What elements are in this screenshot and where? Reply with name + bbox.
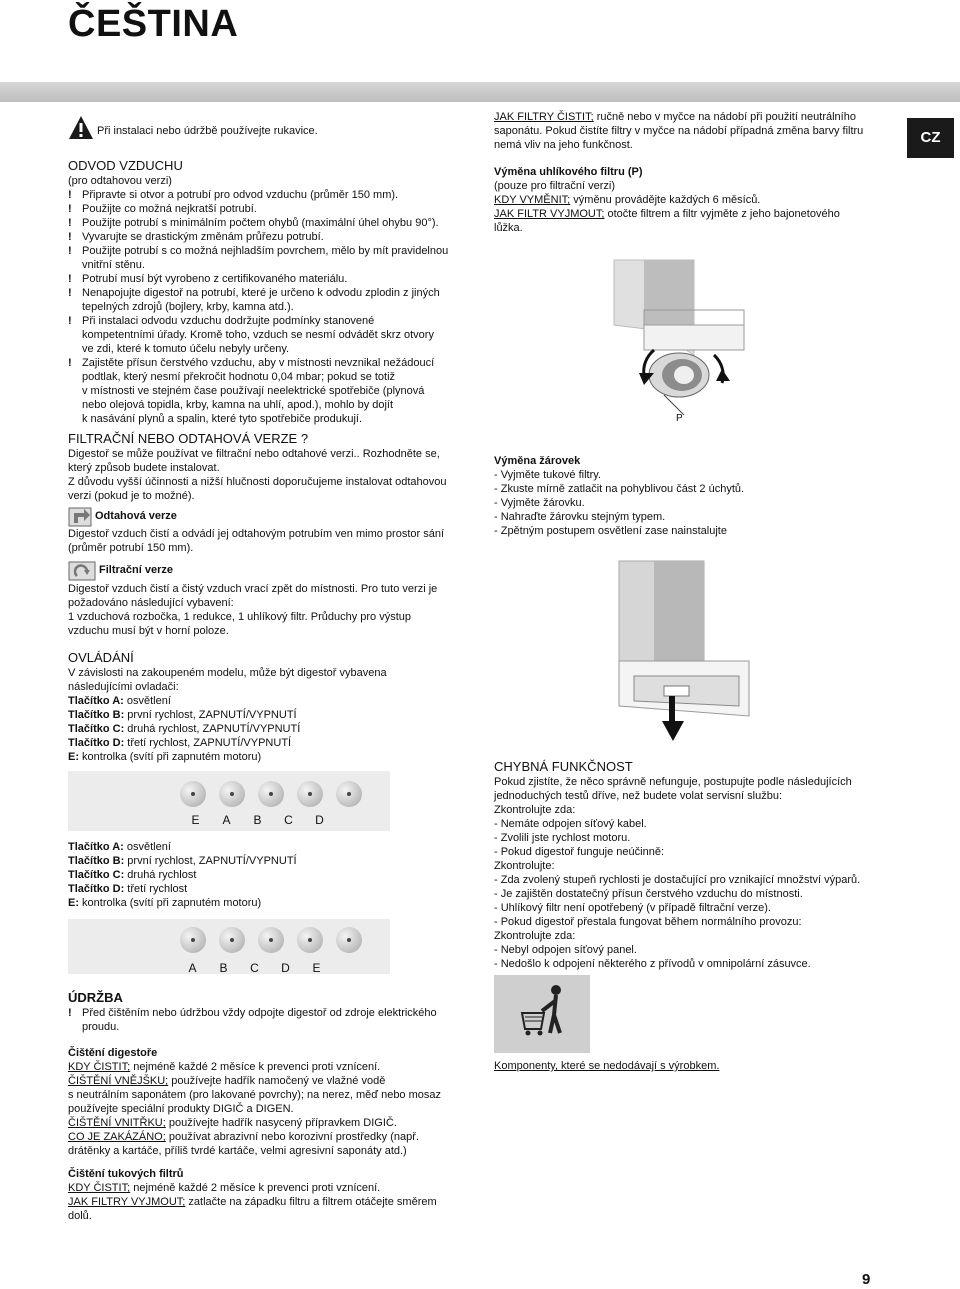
controls-list-1 bbox=[68, 694, 478, 764]
button-letter: E bbox=[191, 813, 200, 827]
exclamation-icon: ! bbox=[68, 245, 72, 257]
warning-icon bbox=[68, 115, 94, 145]
control-desc: kontrolka (svítí při zapnutém motoru) bbox=[79, 751, 262, 763]
exhaust-item-text: vnitřní stěnu. bbox=[82, 259, 145, 271]
text-line: - Pokud digestoř funguje neúčinně: bbox=[494, 846, 665, 858]
text-line bbox=[494, 221, 840, 235]
text-line: - Vyjměte žárovku. bbox=[494, 497, 585, 509]
text-line bbox=[68, 1195, 488, 1209]
button-letter: D bbox=[281, 961, 290, 975]
text-line: - Zvolili jste rychlost motoru. bbox=[494, 832, 631, 844]
line-text: dolů. bbox=[68, 1210, 92, 1222]
button-letter: D bbox=[315, 813, 324, 827]
grease-filter-text bbox=[68, 1181, 488, 1223]
text-line: - Je zajištěn dostatečný přísun čerstvého vzduchu do místnosti. bbox=[494, 888, 803, 900]
exhaust-item bbox=[68, 202, 468, 216]
control-button bbox=[297, 927, 323, 953]
text-line: - Zkuste mírně zatlačit na pohyblivou část 2 úchytů. bbox=[494, 483, 745, 495]
text-line: který způsob budete instalovat. bbox=[68, 462, 220, 474]
control-desc: třetí rychlost bbox=[124, 883, 188, 895]
text-line bbox=[68, 1074, 488, 1088]
control-desc: osvětlení bbox=[123, 841, 171, 853]
control-desc: první rychlost, ZAPNUTÍ/VYPNUTÍ bbox=[124, 709, 297, 721]
exhaust-list bbox=[68, 188, 468, 426]
controls-heading: OVLÁDÁNÍ bbox=[68, 650, 134, 665]
control-line bbox=[68, 750, 478, 764]
maintenance-section bbox=[68, 990, 478, 1034]
filter-version-text bbox=[68, 582, 437, 638]
controls-list-2 bbox=[68, 840, 297, 910]
bulb-replacement-diagram bbox=[494, 556, 764, 746]
button-letter: B bbox=[253, 813, 262, 827]
line-text: používejte speciální produkty DIGIČ a DIGEN. bbox=[68, 1103, 294, 1115]
exclamation-icon: ! bbox=[68, 357, 72, 369]
text-line bbox=[494, 110, 863, 124]
bulbs-section bbox=[494, 454, 744, 538]
gloves-note: Při instalaci nebo údržbě používejte rukavice. bbox=[97, 125, 318, 137]
control-button bbox=[219, 927, 245, 953]
warning-text: proudu. bbox=[82, 1021, 120, 1033]
language-tab: CZ bbox=[907, 118, 954, 158]
carbon-filter-title: Výměna uhlíkového filtru (P) bbox=[494, 166, 643, 178]
version-heading: FILTRAČNÍ NEBO ODTAHOVÁ VERZE ? bbox=[68, 431, 309, 446]
control-desc: druhá rychlost, ZAPNUTÍ/VYPNUTÍ bbox=[124, 723, 301, 735]
text-line: Digestoř se může používat ve filtrační nebo odtahové verzi.. Rozhodněte se, bbox=[68, 448, 440, 460]
panel-1-letters bbox=[180, 813, 335, 827]
line-text: používejte hadřík namočený ve vlažné vodě bbox=[168, 1075, 386, 1087]
underlined-term: JAK FILTRY VYJMOUT; bbox=[68, 1196, 186, 1208]
text-line: - Zda zvolený stupeň rychlosti je dostačující pro vznikající množství výparů. bbox=[494, 874, 861, 886]
grease-filter-section bbox=[68, 1167, 488, 1223]
control-line bbox=[68, 708, 478, 722]
header-band bbox=[0, 82, 960, 102]
text-line bbox=[68, 1130, 488, 1144]
underlined-term: JAK FILTR VYJMOUT; bbox=[494, 208, 605, 220]
exhaust-item-text: Použijte potrubí s co možná nejhladším povrchem, mělo by mít pravidelnou bbox=[82, 245, 449, 257]
line-text: nemá vliv na jeho funkčnost. bbox=[494, 139, 633, 151]
underlined-term: KDY VYMĚNIT; bbox=[494, 194, 571, 206]
diagram-label-p: P bbox=[676, 413, 683, 424]
line-text: používat abrazivní nebo korozivní prostředky (např. bbox=[165, 1131, 419, 1143]
text-line: V závislosti na zakoupeném modelu, může být digestoř vybavena bbox=[68, 667, 387, 679]
text-line: - Nebyl odpojen síťový panel. bbox=[494, 944, 637, 956]
exhaust-item bbox=[68, 314, 468, 328]
control-button bbox=[219, 781, 245, 807]
exhaust-item bbox=[68, 230, 468, 244]
control-line bbox=[68, 694, 478, 708]
bulbs-steps bbox=[494, 468, 744, 538]
warning-text: Před čištěním nebo údržbou vždy odpojte digestoř od zdroje elektrického bbox=[82, 1007, 437, 1019]
fault-heading: CHYBNÁ FUNKČNOST bbox=[494, 759, 633, 774]
exhaust-item bbox=[68, 258, 468, 272]
text-line: - Nahraďte žárovku stejným typem. bbox=[494, 511, 666, 523]
exhaust-version-text bbox=[68, 527, 444, 555]
text-line bbox=[68, 1144, 488, 1158]
control-key: E: bbox=[68, 897, 79, 909]
text-line bbox=[68, 1088, 488, 1102]
exhaust-heading: ODVOD VZDUCHU bbox=[68, 158, 183, 173]
line-text: s neutrálním saponátem (pro lakované povrchy); na nerez, měď nebo mosaz bbox=[68, 1089, 442, 1101]
underlined-term: CO JE ZAKÁZÁNO; bbox=[68, 1131, 166, 1143]
button-letter: B bbox=[219, 961, 228, 975]
text-line: verzi (pokud je to možné). bbox=[68, 490, 195, 502]
maintenance-heading: ÚDRŽBA bbox=[68, 990, 123, 1005]
text-line bbox=[494, 124, 863, 138]
line-text: nejméně každé 2 měsíce k prevenci proti vznícení. bbox=[130, 1182, 381, 1194]
warning-line bbox=[68, 1006, 478, 1020]
exclamation-icon: ! bbox=[68, 203, 72, 215]
control-line bbox=[68, 854, 297, 868]
button-letter: C bbox=[284, 813, 293, 827]
components-note: Komponenty, které se nedodávají s výrobkem. bbox=[494, 1060, 720, 1072]
line-text: lůžka. bbox=[494, 222, 523, 234]
exhaust-item bbox=[68, 398, 468, 412]
control-desc: třetí rychlost, ZAPNUTÍ/VYPNUTÍ bbox=[124, 737, 292, 749]
control-line bbox=[68, 882, 297, 896]
text-line: Zkontrolujte zda: bbox=[494, 930, 576, 942]
control-button bbox=[336, 781, 362, 807]
components-image bbox=[494, 975, 590, 1053]
text-line: - Nemáte odpojen síťový kabel. bbox=[494, 818, 647, 830]
fault-section bbox=[494, 759, 934, 971]
exhaust-item-text: Vyvarujte se drastickým změnám průřezu potrubí. bbox=[82, 231, 324, 243]
control-desc: kontrolka (svítí při zapnutém motoru) bbox=[79, 897, 262, 909]
version-section bbox=[68, 431, 478, 503]
exclamation-icon: ! bbox=[68, 217, 72, 229]
control-button bbox=[258, 781, 284, 807]
text-line: následujícími ovladači: bbox=[68, 681, 179, 693]
control-key: Tlačítko C: bbox=[68, 869, 125, 881]
filter-version-title: Filtrační verze bbox=[99, 564, 173, 576]
cleaning-section bbox=[68, 1046, 488, 1158]
exhaust-item bbox=[68, 216, 468, 230]
control-button bbox=[180, 927, 206, 953]
control-line bbox=[68, 736, 478, 750]
text-line: - Pokud digestoř přestala fungovat během normálního provozu: bbox=[494, 916, 802, 928]
carbon-filter-text bbox=[494, 179, 840, 235]
exhaust-item-text: ve zdi, které k tomuto účelu nebyly určeny. bbox=[82, 343, 290, 355]
control-key: E: bbox=[68, 751, 79, 763]
exhaust-item bbox=[68, 244, 468, 258]
exhaust-item bbox=[68, 188, 468, 202]
text-line bbox=[68, 1181, 488, 1195]
text-line: Pokud zjistíte, že něco správně nefunguje, postupujte podle následujících bbox=[494, 776, 852, 788]
button-letter: C bbox=[250, 961, 259, 975]
control-key: Tlačítko B: bbox=[68, 855, 125, 867]
underlined-term: ČIŠTĚNÍ VNĚJŠKU; bbox=[68, 1075, 169, 1087]
text-line bbox=[68, 1116, 488, 1130]
underlined-term: ČIŠTĚNÍ VNITŘKU; bbox=[68, 1117, 166, 1129]
text-line bbox=[494, 207, 840, 221]
exhaust-item-text: Použijte potrubí s minimálním počtem ohybů (maximální úhel ohybu 90°). bbox=[82, 217, 439, 229]
exhaust-item bbox=[68, 370, 468, 384]
control-desc: první rychlost, ZAPNUTÍ/VYPNUTÍ bbox=[124, 855, 297, 867]
button-letter: A bbox=[222, 813, 231, 827]
exhaust-item bbox=[68, 384, 468, 398]
text-line bbox=[494, 138, 863, 152]
exhaust-version-title: Odtahová verze bbox=[95, 510, 177, 522]
exhaust-item-text: Potrubí musí být vyrobeno z certifikovaného materiálu. bbox=[82, 273, 348, 285]
exclamation-icon: ! bbox=[68, 189, 72, 201]
text-line: 1 vzduchová rozbočka, 1 redukce, 1 uhlíkový filtr. Průduchy pro výstup bbox=[68, 611, 412, 623]
line-text: (pouze pro filtrační verzi) bbox=[494, 180, 616, 192]
maintenance-warning bbox=[68, 1006, 478, 1034]
exhaust-item-text: Při instalaci odvodu vzduchu dodržujte podmínky stanovené bbox=[82, 315, 375, 327]
fault-text bbox=[494, 775, 934, 971]
line-text: zatlačte na západku filtru a filtrem otáčejte směrem bbox=[185, 1196, 437, 1208]
control-line bbox=[68, 722, 478, 736]
text-line: vzduchu musí být v horní poloze. bbox=[68, 625, 229, 637]
text-line: (průměr potrubí 150 mm). bbox=[68, 542, 194, 554]
exhaust-item bbox=[68, 286, 468, 300]
control-button bbox=[297, 781, 323, 807]
exclamation-icon: ! bbox=[68, 1007, 72, 1019]
underlined-term: KDY ČISTIT; bbox=[68, 1182, 131, 1194]
text-line bbox=[68, 1209, 488, 1223]
exhaust-item bbox=[68, 412, 468, 426]
control-desc: osvětlení bbox=[123, 695, 171, 707]
control-line bbox=[68, 868, 297, 882]
text-line bbox=[68, 1102, 488, 1116]
warning-line bbox=[68, 1020, 478, 1034]
carbon-filter-section bbox=[494, 165, 840, 235]
exhaust-item-text: kompetentními úřady. Kromě toho, vzduch se nesmí odvádět skrz otvory bbox=[82, 329, 434, 341]
text-line: Z důvodu vyšší účinnosti a nižší hlučnosti doporučujeme instalovat odtahovou bbox=[68, 476, 447, 488]
exhaust-item bbox=[68, 328, 468, 342]
bulbs-title: Výměna žárovek bbox=[494, 455, 581, 467]
grease-filter-title: Čištění tukových filtrů bbox=[68, 1168, 184, 1180]
text-line bbox=[68, 1060, 488, 1074]
exhaust-item-text: tepelných zdrojů (bojlery, krby, kamna atd.). bbox=[82, 301, 294, 313]
page-title: ČEŠTINA bbox=[68, 3, 239, 45]
text-line: Zkontrolujte zda: bbox=[494, 804, 576, 816]
filters-clean-text bbox=[494, 110, 863, 152]
indicator-button bbox=[180, 781, 206, 807]
exclamation-icon: ! bbox=[68, 231, 72, 243]
line-text: saponátu. Pokud čistíte filtry v myčce na nádobí případná změna barvy filtru bbox=[494, 125, 864, 137]
button-letter: A bbox=[188, 961, 197, 975]
text-line: Digestoř vzduch čistí a čistý vzduch vrací zpět do místnosti. Pro tuto verzi je bbox=[68, 583, 438, 595]
exhaust-item bbox=[68, 342, 468, 356]
control-key: Tlačítko D: bbox=[68, 737, 125, 749]
exhaust-item-text: k nasávání plynů a spalin, které tyto spotřebiče produkují. bbox=[82, 413, 363, 425]
exhaust-item bbox=[68, 356, 468, 370]
panel-2-letters bbox=[177, 961, 332, 975]
text-line: Digestoř vzduch čistí a odvádí jej odtahovým potrubím ven mimo prostor sání bbox=[68, 528, 445, 540]
exhaust-item-text: v místnosti ve stejném čase používají neelektrické spotřebiče (plynová bbox=[82, 385, 425, 397]
exhaust-item-text: podtlak, který nesmí překročit hodnotu 0,04 mbar; pokud se totiž bbox=[82, 371, 396, 383]
exclamation-icon: ! bbox=[68, 287, 72, 299]
text-line bbox=[494, 179, 840, 193]
control-key: Tlačítko D: bbox=[68, 883, 125, 895]
line-text: otočte filtrem a filtr vyjměte z jeho bajonetového bbox=[604, 208, 840, 220]
cleaning-text bbox=[68, 1060, 488, 1158]
control-line bbox=[68, 840, 297, 854]
exhaust-item-text: Nenapojujte digestoř na potrubí, které je určeno k odvodu zplodin z jiných bbox=[82, 287, 440, 299]
control-key: Tlačítko A: bbox=[68, 695, 124, 707]
indicator-button bbox=[336, 927, 362, 953]
exhaust-item-text: Zajistěte přísun čerstvého vzduchu, aby v místnosti nevznikal nežádoucí bbox=[82, 357, 435, 369]
control-key: Tlačítko A: bbox=[68, 841, 124, 853]
button-letter: E bbox=[312, 961, 321, 975]
text-line: - Zpětným postupem osvětlení zase nainstalujte bbox=[494, 525, 727, 537]
text-line: požadováno následující vybavení: bbox=[68, 597, 234, 609]
underlined-term: KDY ČISTIT; bbox=[68, 1061, 131, 1073]
exhaust-subtitle: (pro odtahovou verzi) bbox=[68, 175, 172, 187]
text-line: - Nedošlo k odpojení některého z přívodů v omnipolární zásuvce. bbox=[494, 958, 811, 970]
line-text: drátěnky a kartáče, příliš tvrdé kartáče, velmi agresivní saponáty atd.) bbox=[68, 1145, 407, 1157]
line-text: výměnu provádějte každých 6 měsíců. bbox=[570, 194, 761, 206]
text-line: - Vyjměte tukové filtry. bbox=[494, 469, 601, 481]
line-text: používejte hadřík nasycený přípravkem DIGIČ. bbox=[165, 1117, 397, 1129]
exhaust-item-text: nebo olejová topidla, krby, kamna na uhlí, apod.), mohlo by dojít bbox=[82, 399, 394, 411]
exhaust-item-text: Připravte si otvor a potrubí pro odvod vzduchu (průměr 150 mm). bbox=[82, 189, 399, 201]
version-text bbox=[68, 447, 478, 503]
text-line bbox=[494, 193, 840, 207]
text-line: - Uhlíkový filtr není opotřebený (v případě filtrační verze). bbox=[494, 902, 771, 914]
control-line bbox=[68, 896, 297, 910]
exclamation-icon: ! bbox=[68, 315, 72, 327]
controls-section bbox=[68, 650, 478, 764]
control-button bbox=[258, 927, 284, 953]
control-desc: druhá rychlost bbox=[124, 869, 197, 881]
control-key: Tlačítko B: bbox=[68, 709, 125, 721]
exhaust-item-text: Použijte co možná nejkratší potrubí. bbox=[82, 203, 257, 215]
text-line: Zkontrolujte: bbox=[494, 860, 555, 872]
control-key: Tlačítko C: bbox=[68, 723, 125, 735]
exhaust-item bbox=[68, 300, 468, 314]
page-number: 9 bbox=[862, 1271, 871, 1288]
carbon-filter-diagram bbox=[494, 255, 764, 430]
exhaust-item bbox=[68, 272, 468, 286]
controls-intro bbox=[68, 666, 478, 694]
exclamation-icon: ! bbox=[68, 273, 72, 285]
cleaning-title: Čištění digestoře bbox=[68, 1047, 158, 1059]
line-text: nejméně každé 2 měsíce k prevenci proti vznícení. bbox=[130, 1061, 381, 1073]
line-text: ručně nebo v myčce na nádobí při použití neutrálního bbox=[593, 111, 856, 123]
text-line: jednoduchých testů dříve, než budete volat servisní službu: bbox=[494, 790, 783, 802]
underlined-term: JAK FILTRY ČISTIT; bbox=[494, 111, 594, 123]
exhaust-section bbox=[68, 158, 468, 426]
